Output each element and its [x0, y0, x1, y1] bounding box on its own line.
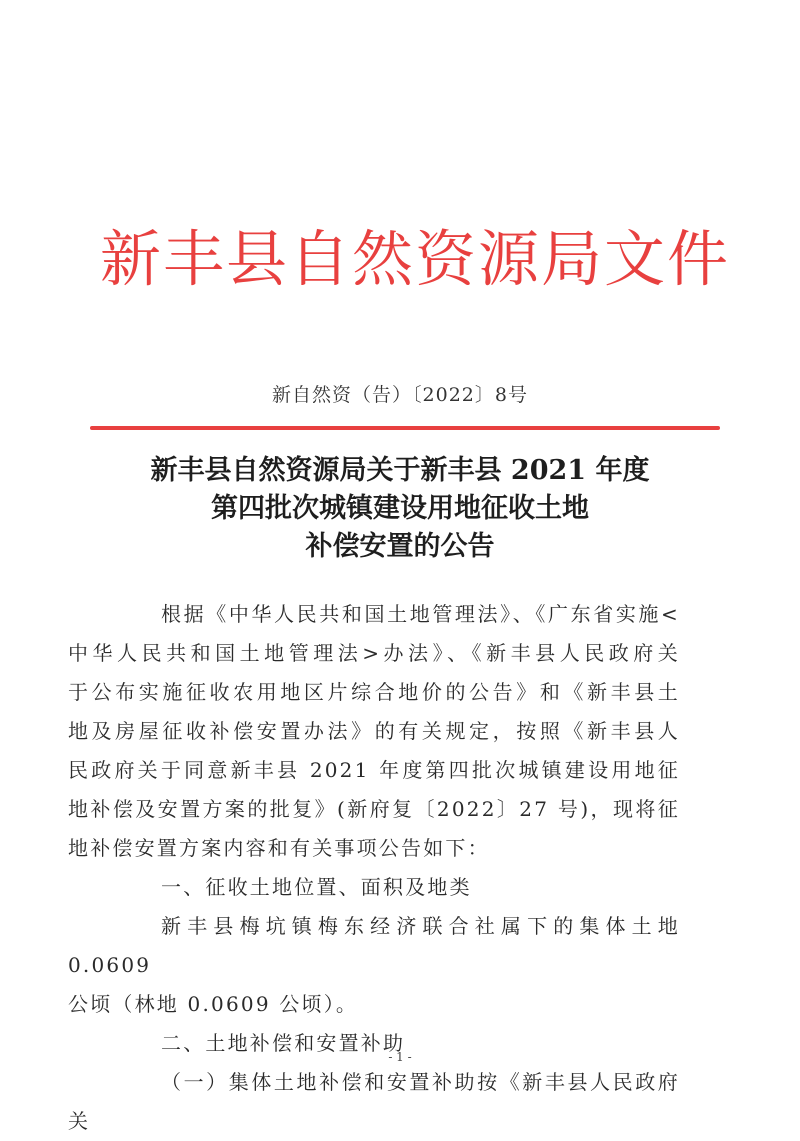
section-heading-1: 一、征收土地位置、面积及地类 — [161, 875, 472, 899]
document-number: 新自然资（告）〔2022〕8号 — [272, 384, 528, 406]
body-line: （一）集体土地补偿和安置补助按《新丰县人民政府关 — [68, 1070, 680, 1133]
page-number: - 1 - — [388, 1050, 412, 1064]
document-masthead: 新丰县自然资源局文件 — [100, 224, 731, 295]
red-divider-line — [90, 426, 720, 430]
body-line: 地补偿及安置方案的批复》(新府复〔2022〕27 号)，现将征 — [68, 797, 680, 821]
title-line-1: 新丰县自然资源局关于新丰县 2021 年度 — [150, 455, 650, 486]
document-title — [100, 452, 700, 566]
body-line: 公顷（林地 0.0609 公顷）。 — [68, 992, 359, 1016]
body-line: 中华人民共和国土地管理法>办法》、《新丰县人民政府关 — [68, 641, 680, 665]
title-line-2: 第四批次城镇建设用地征收土地 — [211, 493, 589, 524]
body-line: 根据《中华人民共和国土地管理法》、《广东省实施< — [161, 602, 680, 626]
body-line: 地及房屋征收补偿安置办法》的有关规定，按照《新丰县人 — [68, 719, 680, 743]
body-line: 地补偿安置方案内容和有关事项公告如下： — [68, 836, 490, 860]
body-line: 新丰县梅坑镇梅东经济联合社属下的集体土地 0.0609 — [68, 914, 680, 977]
body-line: 民政府关于同意新丰县 2021 年度第四批次城镇建设用地征 — [68, 758, 680, 782]
title-line-3: 补偿安置的公告 — [305, 531, 495, 562]
body-line: 于公布实施征收农用地区片综合地价的公告》和《新丰县土 — [68, 680, 680, 704]
section-heading-2: 二、土地补偿和安置补助 — [161, 1031, 406, 1055]
